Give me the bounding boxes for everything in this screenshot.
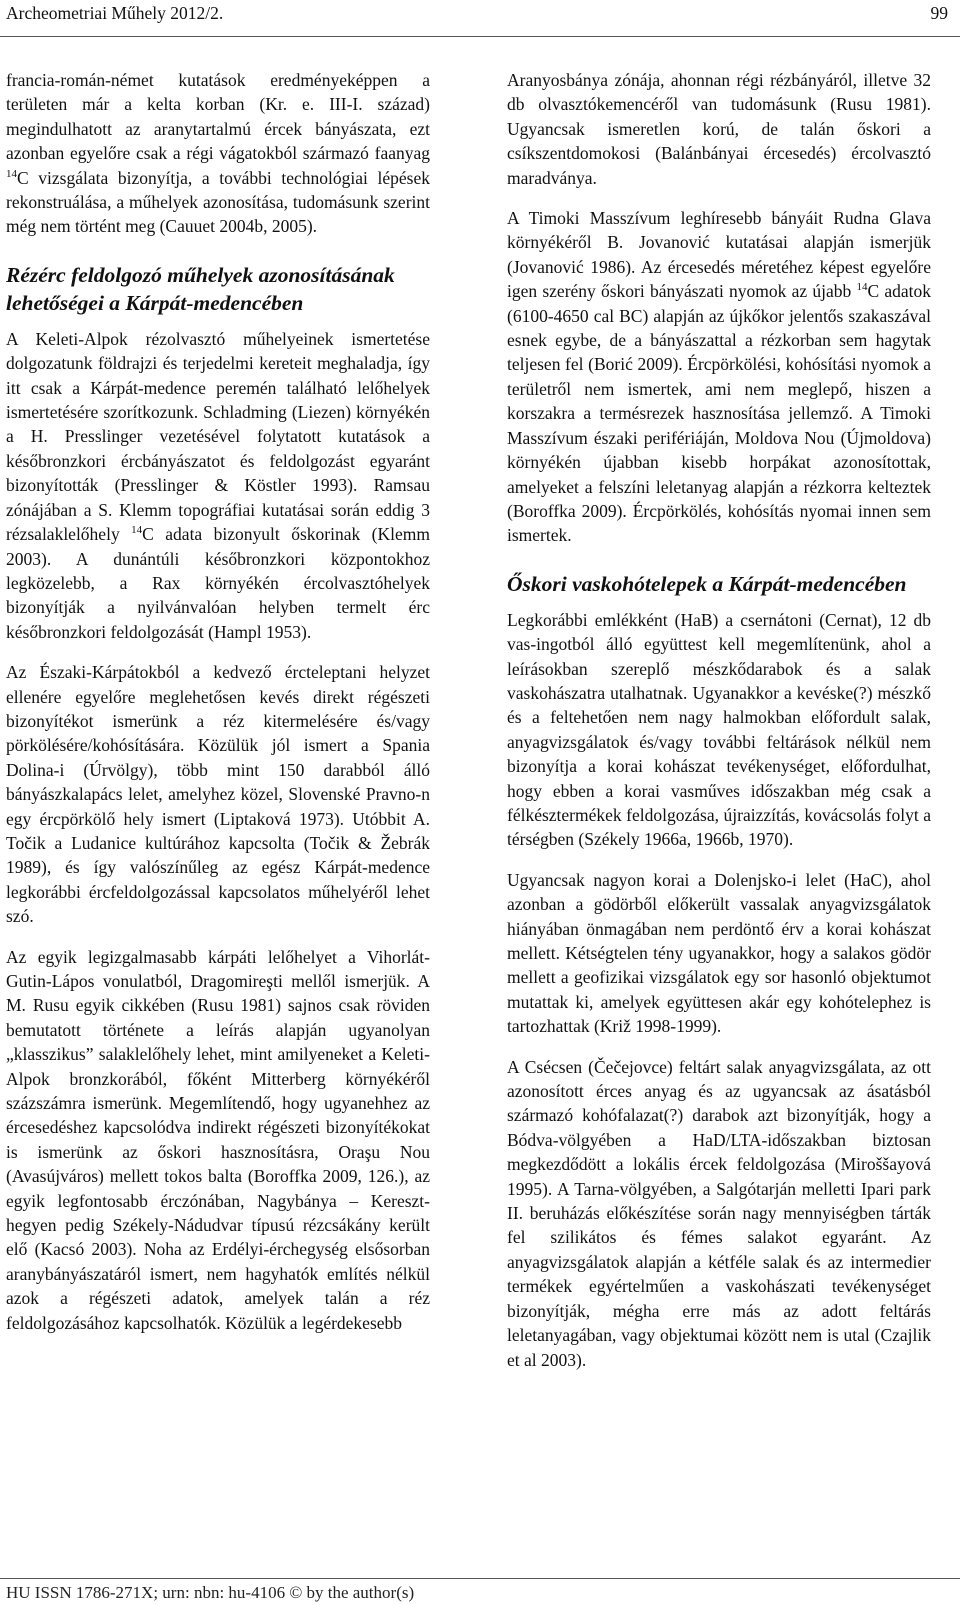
paragraph: Legkorábbi emlékként (HaB) a csernátoni (Cernat), 12 db vas-ingotból álló együttest kell megemlítenünk, ahol a leírásokban szereplő mészkődarabok és a salak vaskohászatra utalhatnak. Ugyanakkor a kevéske(?) mészkő és a feltehetően nem nagy halmokban előfordult salak, anyagvizsgálatok és/vagy további feltárások nélkül nem bizonyítja a korai kohászat tevékenységet, előfordulhat, hogy ebben a korai vasműves időszakban még csak a félkésztermékek feldolgozása, újraizzítás, kovácsolás folyt a térségben (Székely 1966a, 1966b, 1970). (507, 609, 931, 850)
right-column (507, 68, 931, 1372)
paragraph: A Keleti-Alpok rézolvasztó műhelyeinek ismertetése dolgozatunk földrajzi és terjedelmi kereteit meghaladja, így itt csak a Kárpát-medence peremén található lelőhelyek ismertetésére szorítkozunk. Schladming (Liezen) környékén a H. Presslinger vezetésével folytatott kutatások a későbronzkori ércbányászatot és feldolgozást egyaránt bizonyították (Presslinger & Köstler 1993). Ramsau zónájában a S. Klemm topográfiai kutatásai során eddig 3 rézsalaklelőhely $^{14}$C adata bizonyult őskorinak (Klemm 2003). A dunántúli későbronzkori központokhoz legközelebb, a Rax környékén ércolvasztóhelyek bizonyítják a nyilvánvalóan helyben termelt érc későbronzkori feldolgozását (Hampl 1953). (6, 328, 430, 642)
paragraph: Aranyosbánya zónája, ahonnan régi rézbányáról, illetve 32 db olvasztókemencéről van tudomásunk (Rusu 1981). Ugyancsak ismeretlen korú, de talán őskori a csíkszentdomokosi (Balánbányai ércesedés) ércolvasztó maradványa. (507, 70, 931, 188)
paragraph: Ugyancsak nagyon korai a Dolenjsko-i lelet (HaC), ahol azonban a gödörből előkerült vassalak anyagvizsgálatok hiányában önmagában nem perdöntő érv a korai kohászat mellett. Kétségtelen tény ugyanakkor, hogy a salakos gödör mellett a geofizikai vizsgálatok egy sor hasonló objektumot mutattak ki, amelyek együttesen akár egy kohótelephez is tartozhattak (Križ 1998-1999). (507, 869, 931, 1037)
running-header (0, 0, 960, 37)
section-heading: Rézérc feldolgozó műhelyek azonosításának lehetőségei a Kárpát-medencében (6, 262, 395, 315)
paragraph: francia-román-német kutatások eredményeképpen a területen már a kelta korban (Kr. e. III-I. század) megindulhatott az aranytartalmú ércek bányászata, ezt azonban egyelőre csak a régi vágatokból származó faanyag $^{14}$C vizsgálata bizonyítja, a további technológiai lépések rekonstruálása, a műhelyek azonosítása, tudomásunk szerint még nem történt meg (Cauuet 2004b, 2005). (6, 70, 430, 237)
left-column (6, 68, 430, 1335)
section-heading: Őskori vaskohótelepek a Kárpát-medencében (507, 571, 907, 596)
paragraph: A Csécsen (Čečejovce) feltárt salak anyagvizsgálata, az ott azonosított érces anyag és az ugyancsak az ásatásból származó kohófalazat(?) darabok azt bizonyítják, hogy a Bódva-völgyében a HaD/LTA-időszakban biztosan megkezdődött a lokális ércek feldolgozása (Miroššayová 1995). A Tarna-völgyében, a Salgótarján melletti Ipari park II. beruházás előkészítése során nagy mennyiségben tárták fel szilikátos és fémes salakot egyaránt. Az anyagvizsgálatok alapján a kétféle salak és az intermedier termékek egyértelműen a vaskohászati tevékenységet bizonyítják, mégha erre más az adott feltárás leletanyagában, vagy objektumai között nem is utal (Czajlik et al 2003). (507, 1056, 931, 1370)
footer-issn: HU ISSN 1786-271X; urn: nbn: hu-4106 © by the author(s) (6, 1583, 415, 1602)
journal-title: Archeometriai Műhely 2012/2. (6, 3, 224, 23)
paragraph: Az egyik legizgalmasabb kárpáti lelőhelyet a Vihorlát-Gutin-Lápos vonulatból, Dragomireşti mellől ismerjük. A M. Rusu egyik cikkében (Rusu 1981) sajnos csak röviden bemutatott története a leírás alapján ugyanolyan „klasszikus” salaklelőhely lehet, mint amilyeneket a Keleti-Alpok bronzkorából, főként Mitterberg környékéről százszámra ismerünk. Megemlítendő, hogy ugyanehhez az ércesedéshez kapcsolódva indirekt régészeti bizonyítékokat is ismerünk az őskori hasznosításra, Oraşu Nou (Avasújváros) mellett tokos balta (Boroffka 2009, 126.), az egyik legfontosabb érczónában, Nagybánya – Kereszt-hegyen pedig Székely-Nádudvar típusú rézcsákány került elő (Kacsó 2003). Noha az Erdélyi-érchegység elsősorban aranybányászatáról ismert, nem hagyhatók említés nélkül azok a régészeti adatok, amelyek talán a réz feldolgozásához kapcsolhatók. Közülük a legérdekesebb (6, 946, 430, 1333)
footer-rule (0, 1578, 960, 1579)
paragraph: Az Északi-Kárpátokból a kedvező ércteleptani helyzet ellenére egyelőre meglehetősen kevés direkt régészeti bizonyítékot ismerünk a réz kitermelésére és/vagy pörkölésére/kohósítására. Közülük jól ismert a Spania Dolina-i (Úrvölgy), több mint 150 darabból álló bányászkalapács lelet, amelyhez közel, Slovenské Pravno-n egy ércpörkölő hely ismert (Liptaková 1973). Utóbbit A. Točik a Ludanice kultúrához kapcsolta (Točik & Žebrák 1989), és így valószínűleg az egész Kárpát-medence legkorábbi ércfeldolgozással kapcsolatos műhelyéről lehet szó. (6, 662, 430, 927)
paragraph: A Timoki Masszívum leghíresebb bányáit Rudna Glava környékéről B. Jovanović kutatásai alapján ismerjük (Jovanović 1986). Az ércesedés méretéhez képest egyelőre igen szerény őskori bányászati nyomok az újabb $^{14}$C adatok (6100-4650 cal BC) alapján az újkőkor jelentős szakaszával esnek egybe, de a bányászattal a rézkorban sem hagytak teljesen fel (Borić 2009). Ércpörkölési, kohósítási nyomok a területről nem ismertek, ami nem meglepő, hiszen a korszakra a termésrezek hasznosítása jellemző. A Timoki Masszívum északi perifériáján, Moldova Nou (Újmoldova) környékén újabban kisebb horpákat azonosítottak, amelyeket a felszíni leletanyag alapján a rézkorra kelteztek (Boroffka 2009). Ércpörkölés, kohósítás nyomai innen sem ismertek. (507, 208, 931, 546)
page-number: 99 (930, 3, 948, 23)
